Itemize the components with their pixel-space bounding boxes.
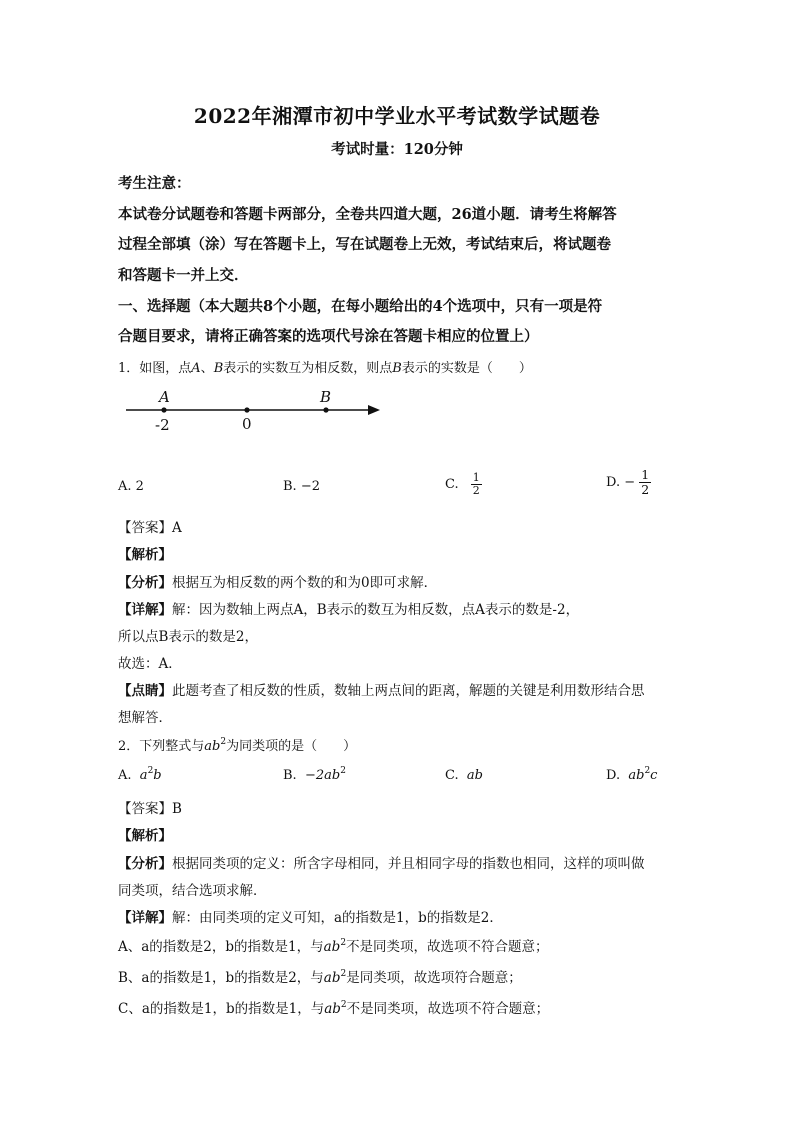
q1-stem-post: 表示的实数是（ ） xyxy=(401,361,532,376)
q2-xiangjie-tag: 【详解】 xyxy=(118,910,172,926)
notice-line-3: 和答题卡一并上交． xyxy=(118,267,249,284)
q2-explain-b-expr: ab xyxy=(323,970,341,986)
question-2-stem xyxy=(118,735,356,754)
q1-xiangjie-tag: 【详解】 xyxy=(118,602,172,618)
q1-option-d-den: 2 xyxy=(641,482,650,497)
q1-stem-mid2: 表示的实数互为相反数，则点 xyxy=(223,361,393,376)
q2-explain-b xyxy=(118,966,522,986)
q1-xiangjie-line-3: 故选：A． xyxy=(118,656,182,672)
number-line-arrow xyxy=(368,405,380,415)
q1-dianjing-tag: 【点睛】 xyxy=(118,683,172,699)
q1-xiangjie-line-1: 解：因为数轴上两点A，B表示的数互为相反数，点A表示的数是-2， xyxy=(172,602,580,618)
q1-stem-point-a: A xyxy=(191,361,201,376)
notice-heading: 考生注意： xyxy=(118,175,191,192)
q2-option-b xyxy=(283,765,346,783)
q2-option-a-exp: 2 xyxy=(147,765,154,776)
q1-dianjing-line-1: 此题考查了相反数的性质，数轴上两点间的距离，解题的关键是利用数形结合思 xyxy=(172,683,645,699)
q1-dianjing-line-2: 想解答． xyxy=(118,710,172,726)
q1-option-d xyxy=(606,468,651,497)
q2-explain-a-pre: A、a的指数是2，b的指数是1，与 xyxy=(118,939,324,955)
q1-stem-point-b2: B xyxy=(392,361,402,376)
tick-label-a: -2 xyxy=(155,416,170,434)
question-1-stem xyxy=(118,357,532,376)
section-heading-line-2: 合题目要求，请将正确答案的选项代号涂在答题卡相应的位置上） xyxy=(118,328,539,345)
page-title: 2022年湘潭市初中学业水平考试数学试题卷 xyxy=(193,104,601,128)
q2-option-a-tail: b xyxy=(153,768,162,783)
q2-xiangjie-text: 解：由同类项的定义可知，a的指数是1，b的指数是2． xyxy=(172,910,503,926)
q2-stem-expr: ab xyxy=(204,739,221,754)
q2-explain-a-post: 不是同类项，故选项不符合题意； xyxy=(346,939,549,955)
q2-option-b-exp: 2 xyxy=(340,765,346,776)
exam-duration: 考试时量：120分钟 xyxy=(331,141,463,158)
notice-line-2: 过程全部填（涂）写在答题卡上，写在试题卷上无效，考试结束后，将试题卷 xyxy=(118,236,611,253)
q2-explain-b-post: 是同类项，故选项符合题意； xyxy=(346,970,522,986)
q2-explain-c-pre: C、a的指数是1，b的指数是1，与 xyxy=(118,1001,325,1017)
q2-explain-a-expr: ab xyxy=(323,939,341,955)
q2-analysis-heading: 【解析】 xyxy=(118,828,172,844)
q1-fenxi-tag: 【分析】 xyxy=(118,575,172,591)
q2-explain-a-exp: 2 xyxy=(340,937,347,948)
q2-stem-pre: 2．下列整式与 xyxy=(118,739,205,754)
origin-dot xyxy=(244,407,249,412)
q2-explain-b-pre: B、a的指数是1，b的指数是2，与 xyxy=(118,970,324,986)
q1-option-b: B. −2 xyxy=(283,479,320,494)
q2-option-d xyxy=(606,765,658,783)
q2-option-d-base: ab xyxy=(628,768,645,783)
q2-fenxi-line-1: 根据同类项的定义：所含字母相同，并且相同字母的指数也相同，这样的项叫做 xyxy=(172,856,645,872)
q1-analysis-heading: 【解析】 xyxy=(118,547,172,563)
q1-xiangjie xyxy=(118,598,579,618)
q1-answer: 【答案】A xyxy=(118,520,182,536)
q1-stem-mid1: 、 xyxy=(200,361,214,376)
q2-option-d-tail: c xyxy=(650,768,658,783)
q2-option-a xyxy=(118,765,162,783)
tick-label-zero: 0 xyxy=(242,415,252,433)
q2-explain-b-exp: 2 xyxy=(340,968,347,979)
q2-xiangjie xyxy=(118,906,503,926)
q1-option-c-den: 2 xyxy=(472,484,480,497)
point-a-label: A xyxy=(159,388,170,406)
q2-option-c xyxy=(445,768,483,783)
q2-explain-c xyxy=(118,997,549,1017)
q2-stem-post: 为同类项的是（ ） xyxy=(226,739,357,754)
q2-explain-c-exp: 2 xyxy=(340,999,347,1010)
point-a-dot xyxy=(161,407,166,412)
q1-option-c-num: 1 xyxy=(472,471,480,484)
q2-explain-a xyxy=(118,935,549,955)
q1-dianjing xyxy=(118,679,645,699)
q1-fenxi xyxy=(118,571,437,591)
q2-option-d-prefix: D. xyxy=(606,768,621,783)
q2-fenxi-line-2: 同类项，结合选项求解． xyxy=(118,883,267,899)
q1-stem-pre: 1．如图，点 xyxy=(118,361,192,376)
q1-option-d-fraction xyxy=(639,468,651,497)
q2-stem-exp: 2 xyxy=(220,736,227,747)
point-b-dot xyxy=(323,407,328,412)
q2-explain-c-post: 不是同类项，故选项不符合题意； xyxy=(346,1001,550,1017)
q1-fenxi-text: 根据互为相反数的两个数的和为0即可求解． xyxy=(172,575,438,591)
q2-fenxi-tag: 【分析】 xyxy=(118,856,172,872)
q2-option-d-exp: 2 xyxy=(644,765,651,776)
q2-option-b-expr: −2ab xyxy=(304,768,341,783)
q2-explain-c-expr: ab xyxy=(324,1001,341,1017)
q1-option-c-prefix: C. xyxy=(445,477,459,492)
q1-xiangjie-line-2: 所以点B表示的数是2， xyxy=(118,629,259,645)
point-b-label: B xyxy=(320,388,332,406)
q2-option-a-prefix: A. xyxy=(118,768,132,783)
q2-option-c-prefix: C. xyxy=(445,768,459,783)
number-line-figure xyxy=(118,385,388,435)
q2-option-b-prefix: B. xyxy=(283,768,297,783)
notice-line-1: 本试卷分试题卷和答题卡两部分，全卷共四道大题，26道小题．请考生将解答 xyxy=(118,206,617,223)
q1-option-d-prefix: D. − xyxy=(606,475,636,490)
q2-option-a-base: a xyxy=(139,768,148,783)
q1-option-c-fraction xyxy=(471,472,482,497)
q1-option-a: A. 2 xyxy=(118,479,144,494)
q1-option-d-num: 1 xyxy=(641,467,650,482)
q2-answer: 【答案】B xyxy=(118,801,182,817)
section-heading-line-1: 一、选择题（本大题共8个小题，在每小题给出的4个选项中，只有一项是符 xyxy=(118,298,603,315)
q2-option-c-expr: ab xyxy=(466,768,483,783)
q1-option-c xyxy=(445,472,482,497)
q1-stem-point-b: B xyxy=(213,361,224,376)
q2-fenxi xyxy=(118,852,645,872)
